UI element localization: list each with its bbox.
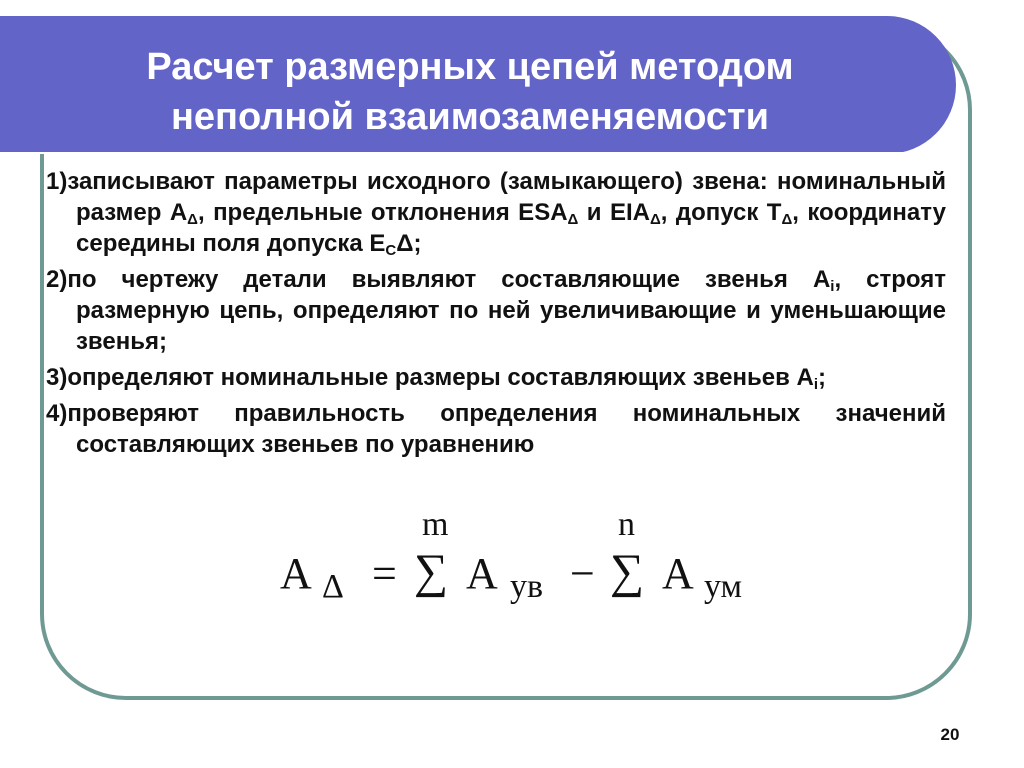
step-3-number: 3) <box>46 364 68 391</box>
formula-equals: = <box>372 549 397 598</box>
page-number: 20 <box>940 725 960 744</box>
step-3-text: ; <box>818 364 826 391</box>
subscript: Δ <box>187 211 198 228</box>
step-1 <box>46 166 946 259</box>
subscript: Δ <box>781 211 793 228</box>
sum2-upper-limit: n <box>618 506 635 543</box>
subscript: i <box>830 278 835 295</box>
slide-title <box>40 42 900 142</box>
formula-lhs: A <box>280 549 312 598</box>
title-line-2: неполной взаимозаменяемости <box>170 96 770 138</box>
steps-list <box>46 166 946 465</box>
sigma-2: ∑ <box>610 545 645 598</box>
step-4-number: 4) <box>46 400 68 427</box>
formula-term-1: A <box>466 549 498 598</box>
step-1-text: и EIA <box>578 199 650 226</box>
formula-minus: − <box>570 549 595 598</box>
subscript: Δ <box>649 211 661 228</box>
sum1-upper-limit: m <box>422 506 449 543</box>
sigma-1: ∑ <box>414 545 449 598</box>
step-1-text: Δ; <box>396 230 422 257</box>
step-2-number: 2) <box>46 266 68 293</box>
formula-term-2: A <box>662 549 694 598</box>
step-3-text: определяют номинальные размеры составляющих звеньев A <box>67 364 814 391</box>
formula-term-2-subscript: ум <box>704 568 743 605</box>
step-4-text: проверяют правильность определения номинальных значений составляющих звеньев по уравнению <box>67 400 946 458</box>
step-1-text: записывают параметры исходного (замыкающего) звена: номинальный размер A <box>67 168 946 226</box>
step-1-text: , допуск T <box>660 199 782 226</box>
title-bar <box>0 16 956 154</box>
title-line-1: Расчет размерных цепей методом <box>146 46 794 88</box>
step-1-number: 1) <box>46 168 68 195</box>
step-1-text: , координату середины поля допуска E <box>76 199 946 257</box>
formula <box>280 508 780 618</box>
step-1-text: , предельные отклонения ESA <box>197 199 568 226</box>
step-2-text: по чертежу детали выявляют составляющие звенья A <box>67 266 831 293</box>
formula-term-1-subscript: ув <box>510 568 544 605</box>
step-4 <box>46 398 946 460</box>
subscript: Δ <box>567 211 579 228</box>
step-2 <box>46 264 946 357</box>
title-underline <box>0 152 904 154</box>
subscript: C <box>385 242 397 259</box>
subscript: i <box>813 376 818 393</box>
step-3 <box>46 362 946 393</box>
formula-lhs-subscript: Δ <box>322 568 344 605</box>
step-2-text: , строят размерную цепь, определяют по ней увеличивающие и уменьшающие звенья; <box>76 266 946 355</box>
